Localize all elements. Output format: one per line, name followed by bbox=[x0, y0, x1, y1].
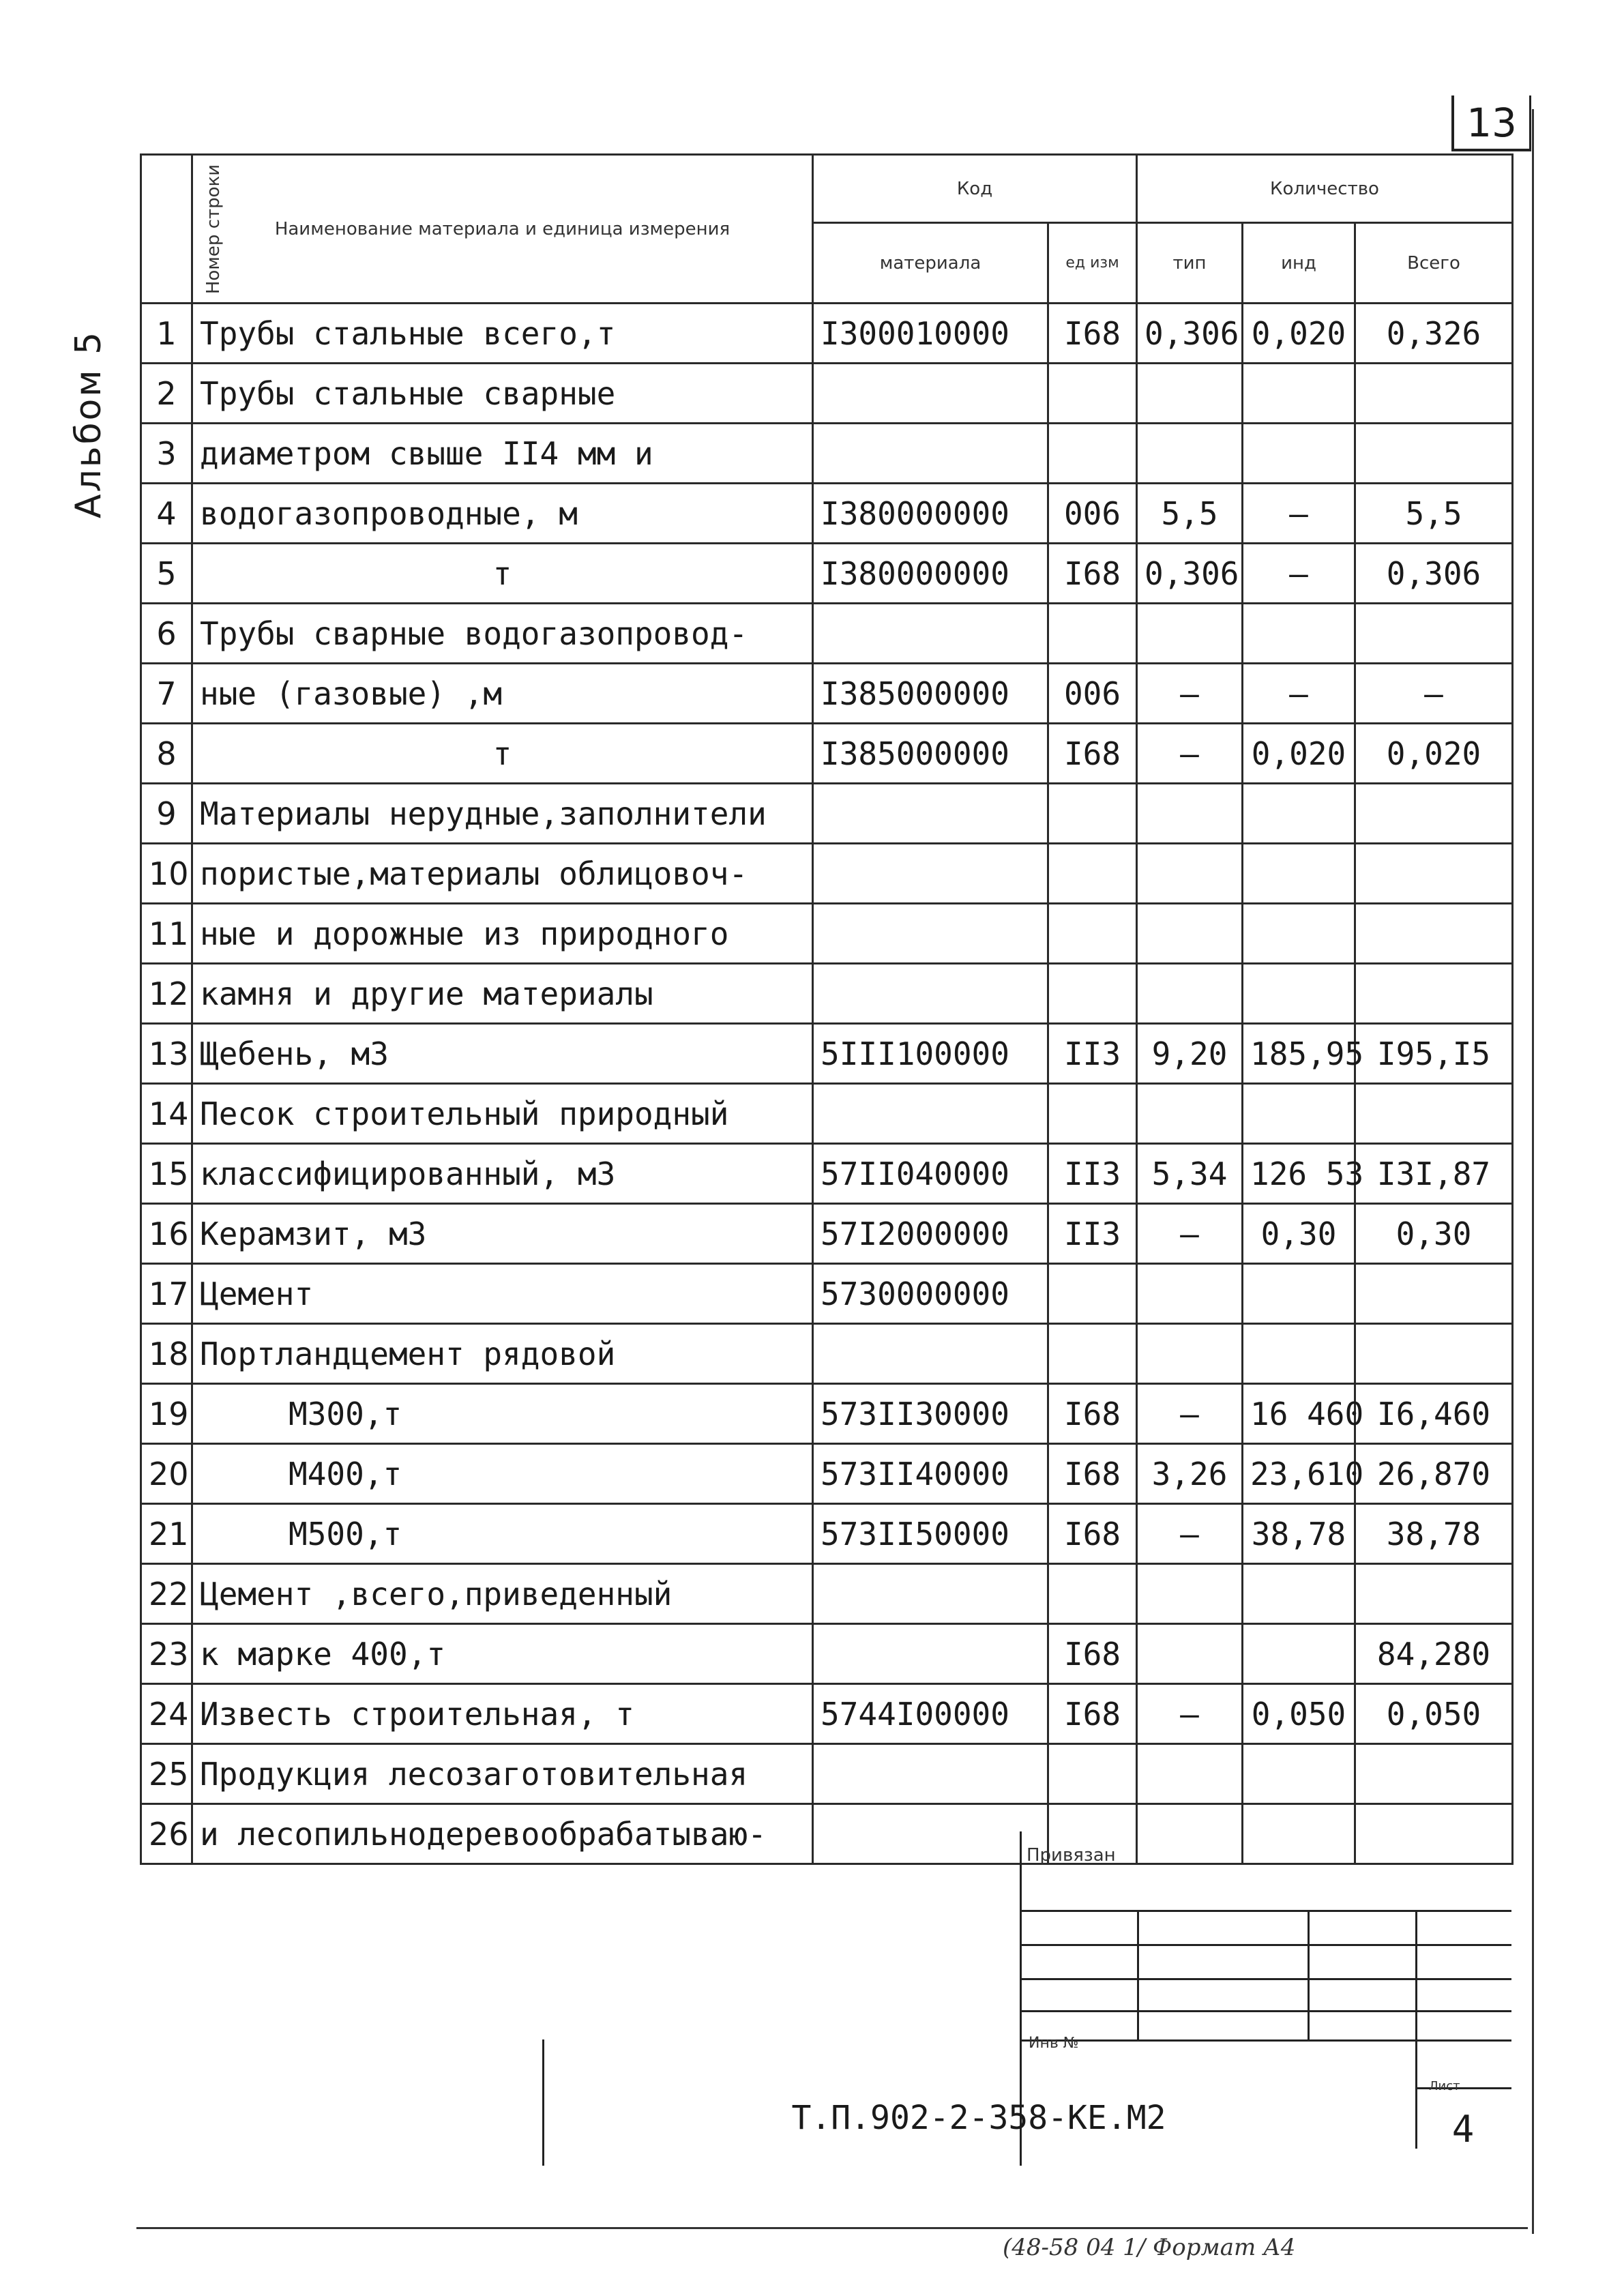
qty-ind bbox=[1243, 1744, 1355, 1804]
material-code bbox=[813, 1564, 1048, 1624]
table-row bbox=[141, 1144, 1513, 1204]
qty-ind: 0,020 bbox=[1243, 724, 1355, 784]
row-number: 14 bbox=[141, 1084, 192, 1144]
material-code bbox=[813, 1624, 1048, 1684]
material-name: Продукция лесозаготовительная bbox=[192, 1744, 813, 1804]
table-row bbox=[141, 604, 1513, 664]
table-row bbox=[141, 664, 1513, 724]
header-code-unit: ед изм bbox=[1048, 223, 1137, 304]
material-code: 57II040000 bbox=[813, 1144, 1048, 1204]
material-name: Цемент ,всего,приведенный bbox=[192, 1564, 813, 1624]
document-code: Т.П.902-2-358-КЕ.М2 bbox=[791, 2099, 1166, 2137]
qty-ind bbox=[1243, 904, 1355, 964]
materials-table bbox=[140, 153, 1514, 1865]
table-row bbox=[141, 1024, 1513, 1084]
row-number: 17 bbox=[141, 1264, 192, 1324]
material-code bbox=[813, 1084, 1048, 1144]
qty-total: I3I,87 bbox=[1355, 1144, 1513, 1204]
material-name: ные (газовые) ,м bbox=[192, 664, 813, 724]
table-row bbox=[141, 1624, 1513, 1684]
material-code: 57I2000000 bbox=[813, 1204, 1048, 1264]
row-number: 25 bbox=[141, 1744, 192, 1804]
unit-code: 006 bbox=[1048, 664, 1137, 724]
header-qty-tip: тип bbox=[1137, 223, 1243, 304]
material-name: Трубы сварные водогазопровод- bbox=[192, 604, 813, 664]
material-code bbox=[813, 1324, 1048, 1384]
table-row bbox=[141, 844, 1513, 904]
inv-no-label: Инв № bbox=[1029, 2035, 1079, 2052]
qty-total: 0,326 bbox=[1355, 304, 1513, 364]
qty-total: – bbox=[1355, 664, 1513, 724]
qty-ind: 0,30 bbox=[1243, 1204, 1355, 1264]
qty-ind: – bbox=[1243, 484, 1355, 544]
qty-ind: – bbox=[1243, 664, 1355, 724]
row-number: 1 bbox=[141, 304, 192, 364]
unit-code: I68 bbox=[1048, 1384, 1137, 1444]
material-name: ные и дорожные из природного bbox=[192, 904, 813, 964]
qty-total bbox=[1355, 964, 1513, 1024]
qty-total: 5,5 bbox=[1355, 484, 1513, 544]
qty-total bbox=[1355, 1564, 1513, 1624]
qty-ind bbox=[1243, 1324, 1355, 1384]
row-number: 22 bbox=[141, 1564, 192, 1624]
qty-total bbox=[1355, 784, 1513, 844]
material-code: 573II30000 bbox=[813, 1384, 1048, 1444]
material-name: и лесопильнодеревообрабатываю- bbox=[192, 1804, 813, 1864]
row-number: 13 bbox=[141, 1024, 192, 1084]
qty-ind: 126 53 bbox=[1243, 1144, 1355, 1204]
row-number: 6 bbox=[141, 604, 192, 664]
material-name: М400,т bbox=[192, 1444, 813, 1504]
qty-tip bbox=[1137, 364, 1243, 424]
qty-total: I6,460 bbox=[1355, 1384, 1513, 1444]
list-number: 4 bbox=[1451, 2108, 1475, 2151]
qty-ind: 23,610 bbox=[1243, 1444, 1355, 1504]
qty-ind: 185,95 bbox=[1243, 1024, 1355, 1084]
material-name: Щебень, м3 bbox=[192, 1024, 813, 1084]
qty-tip bbox=[1137, 1264, 1243, 1324]
material-code: 573II50000 bbox=[813, 1504, 1048, 1564]
table-row bbox=[141, 964, 1513, 1024]
list-label: Лист bbox=[1429, 2079, 1460, 2093]
qty-tip bbox=[1137, 604, 1243, 664]
row-number: 24 bbox=[141, 1684, 192, 1744]
qty-ind bbox=[1243, 1624, 1355, 1684]
material-name: классифицированный, м3 bbox=[192, 1144, 813, 1204]
table-row bbox=[141, 424, 1513, 484]
row-number: 23 bbox=[141, 1624, 192, 1684]
unit-code: 006 bbox=[1048, 484, 1137, 544]
material-code: I385000000 bbox=[813, 724, 1048, 784]
table-row bbox=[141, 484, 1513, 544]
table-row bbox=[141, 544, 1513, 604]
unit-code: I68 bbox=[1048, 1444, 1137, 1504]
unit-code bbox=[1048, 1564, 1137, 1624]
header-code-group: Код bbox=[813, 155, 1137, 223]
qty-tip: – bbox=[1137, 1204, 1243, 1264]
unit-code bbox=[1048, 604, 1137, 664]
material-name: Трубы стальные сварные bbox=[192, 364, 813, 424]
row-number: 7 bbox=[141, 664, 192, 724]
table-row bbox=[141, 1564, 1513, 1624]
material-name: камня и другие материалы bbox=[192, 964, 813, 1024]
qty-ind bbox=[1243, 964, 1355, 1024]
material-code bbox=[813, 604, 1048, 664]
qty-total: 38,78 bbox=[1355, 1504, 1513, 1564]
qty-ind bbox=[1243, 1564, 1355, 1624]
row-number: 8 bbox=[141, 724, 192, 784]
qty-total bbox=[1355, 424, 1513, 484]
row-number: 21 bbox=[141, 1504, 192, 1564]
unit-code bbox=[1048, 424, 1137, 484]
qty-ind: – bbox=[1243, 544, 1355, 604]
qty-ind bbox=[1243, 1084, 1355, 1144]
qty-ind bbox=[1243, 784, 1355, 844]
unit-code: II3 bbox=[1048, 1024, 1137, 1084]
material-name: Портландцемент рядовой bbox=[192, 1324, 813, 1384]
material-code bbox=[813, 964, 1048, 1024]
material-name: водогазопроводные, м bbox=[192, 484, 813, 544]
table-row bbox=[141, 1684, 1513, 1744]
row-number: 9 bbox=[141, 784, 192, 844]
table-row bbox=[141, 724, 1513, 784]
qty-total: 0,30 bbox=[1355, 1204, 1513, 1264]
material-code: 5III100000 bbox=[813, 1024, 1048, 1084]
qty-total bbox=[1355, 1084, 1513, 1144]
unit-code: I68 bbox=[1048, 304, 1137, 364]
qty-total: 0,306 bbox=[1355, 544, 1513, 604]
material-code bbox=[813, 904, 1048, 964]
unit-code bbox=[1048, 1084, 1137, 1144]
qty-total bbox=[1355, 364, 1513, 424]
right-edge-line bbox=[1532, 109, 1534, 2234]
qty-tip: 5,34 bbox=[1137, 1144, 1243, 1204]
table-row bbox=[141, 1264, 1513, 1324]
qty-total bbox=[1355, 844, 1513, 904]
qty-tip: 3,26 bbox=[1137, 1444, 1243, 1504]
material-name: пористые,материалы облицовоч- bbox=[192, 844, 813, 904]
table-body bbox=[141, 304, 1513, 1864]
header-qty-ind: инд bbox=[1243, 223, 1355, 304]
material-code: 5744I00000 bbox=[813, 1684, 1048, 1744]
qty-total: 0,050 bbox=[1355, 1684, 1513, 1744]
row-number: 11 bbox=[141, 904, 192, 964]
material-code bbox=[813, 424, 1048, 484]
qty-tip bbox=[1137, 904, 1243, 964]
table-row bbox=[141, 784, 1513, 844]
qty-tip bbox=[1137, 784, 1243, 844]
qty-tip bbox=[1137, 844, 1243, 904]
qty-total: 26,870 bbox=[1355, 1444, 1513, 1504]
qty-tip bbox=[1137, 424, 1243, 484]
row-number: 2 bbox=[141, 364, 192, 424]
row-number: 16 bbox=[141, 1204, 192, 1264]
qty-total bbox=[1355, 604, 1513, 664]
material-name: к марке 400,т bbox=[192, 1624, 813, 1684]
header-row-no: Номер строки bbox=[141, 155, 192, 304]
table-row bbox=[141, 1504, 1513, 1564]
material-code bbox=[813, 844, 1048, 904]
row-number: 15 bbox=[141, 1144, 192, 1204]
qty-tip bbox=[1137, 1624, 1243, 1684]
bottom-rule bbox=[136, 2227, 1528, 2229]
material-name: М300,т bbox=[192, 1384, 813, 1444]
material-name: Песок строительный природный bbox=[192, 1084, 813, 1144]
qty-tip: – bbox=[1137, 724, 1243, 784]
material-name: Известь строительная, т bbox=[192, 1684, 813, 1744]
header-name: Наименование материала и единица измерения bbox=[192, 155, 813, 304]
qty-ind: 0,020 bbox=[1243, 304, 1355, 364]
material-name: т bbox=[192, 544, 813, 604]
material-name: т bbox=[192, 724, 813, 784]
row-number: 18 bbox=[141, 1324, 192, 1384]
album-label: Альбом 5 bbox=[68, 329, 109, 518]
qty-ind: 38,78 bbox=[1243, 1504, 1355, 1564]
qty-tip bbox=[1137, 1324, 1243, 1384]
material-code: 5730000000 bbox=[813, 1264, 1048, 1324]
material-name: Цемент bbox=[192, 1264, 813, 1324]
qty-ind bbox=[1243, 1264, 1355, 1324]
row-number: 10 bbox=[141, 844, 192, 904]
material-name: диаметром свыше II4 мм и bbox=[192, 424, 813, 484]
header-qty-group: Количество bbox=[1137, 155, 1513, 223]
table-row bbox=[141, 1444, 1513, 1504]
qty-tip: – bbox=[1137, 1684, 1243, 1744]
row-number: 26 bbox=[141, 1804, 192, 1864]
unit-code: I68 bbox=[1048, 1624, 1137, 1684]
qty-ind bbox=[1243, 364, 1355, 424]
table-row bbox=[141, 364, 1513, 424]
qty-tip: 5,5 bbox=[1137, 484, 1243, 544]
unit-code bbox=[1048, 844, 1137, 904]
qty-tip: 0,306 bbox=[1137, 544, 1243, 604]
material-code: I385000000 bbox=[813, 664, 1048, 724]
unit-code: I68 bbox=[1048, 1504, 1137, 1564]
material-name: Керамзит, м3 bbox=[192, 1204, 813, 1264]
qty-total bbox=[1355, 1324, 1513, 1384]
qty-total bbox=[1355, 904, 1513, 964]
table-row bbox=[141, 1324, 1513, 1384]
row-number: 3 bbox=[141, 424, 192, 484]
qty-ind bbox=[1243, 424, 1355, 484]
material-code: I380000000 bbox=[813, 484, 1048, 544]
qty-ind: 16 460 bbox=[1243, 1384, 1355, 1444]
unit-code bbox=[1048, 904, 1137, 964]
qty-tip: – bbox=[1137, 1384, 1243, 1444]
table-row bbox=[141, 304, 1513, 364]
unit-code: I68 bbox=[1048, 1684, 1137, 1744]
material-code: 573II40000 bbox=[813, 1444, 1048, 1504]
unit-code bbox=[1048, 784, 1137, 844]
qty-total bbox=[1355, 1264, 1513, 1324]
row-number: 20 bbox=[141, 1444, 192, 1504]
qty-total bbox=[1355, 1744, 1513, 1804]
qty-ind: 0,050 bbox=[1243, 1684, 1355, 1744]
table-row bbox=[141, 904, 1513, 964]
material-code bbox=[813, 784, 1048, 844]
qty-total: 84,280 bbox=[1355, 1624, 1513, 1684]
qty-tip: 9,20 bbox=[1137, 1024, 1243, 1084]
material-code bbox=[813, 1744, 1048, 1804]
qty-ind bbox=[1243, 844, 1355, 904]
unit-code: II3 bbox=[1048, 1204, 1137, 1264]
row-number: 19 bbox=[141, 1384, 192, 1444]
qty-ind bbox=[1243, 604, 1355, 664]
qty-total: I95,I5 bbox=[1355, 1024, 1513, 1084]
unit-code: II3 bbox=[1048, 1144, 1137, 1204]
qty-tip bbox=[1137, 1744, 1243, 1804]
sheet-number: 13 bbox=[1451, 95, 1531, 151]
qty-tip: 0,306 bbox=[1137, 304, 1243, 364]
material-code: I380000000 bbox=[813, 544, 1048, 604]
privyazan-label: Привязан bbox=[1027, 1845, 1116, 1866]
qty-total: 0,020 bbox=[1355, 724, 1513, 784]
unit-code: I68 bbox=[1048, 544, 1137, 604]
table-row bbox=[141, 1744, 1513, 1804]
row-number: 5 bbox=[141, 544, 192, 604]
unit-code bbox=[1048, 1744, 1137, 1804]
material-code bbox=[813, 364, 1048, 424]
unit-code bbox=[1048, 1264, 1137, 1324]
table-row bbox=[141, 1204, 1513, 1264]
table-row bbox=[141, 1384, 1513, 1444]
header-code-material: материала bbox=[813, 223, 1048, 304]
qty-tip bbox=[1137, 1084, 1243, 1144]
qty-tip bbox=[1137, 1564, 1243, 1624]
unit-code: I68 bbox=[1048, 724, 1137, 784]
row-number: 4 bbox=[141, 484, 192, 544]
bottom-note: (48-58 04 1/ Формат А4 bbox=[1003, 2234, 1296, 2261]
table-row bbox=[141, 1084, 1513, 1144]
header-qty-total: Всего bbox=[1355, 223, 1513, 304]
qty-tip: – bbox=[1137, 1504, 1243, 1564]
unit-code bbox=[1048, 964, 1137, 1024]
row-number: 12 bbox=[141, 964, 192, 1024]
qty-tip bbox=[1137, 964, 1243, 1024]
unit-code bbox=[1048, 364, 1137, 424]
qty-tip: – bbox=[1137, 664, 1243, 724]
material-name: Материалы нерудные,заполнители bbox=[192, 784, 813, 844]
material-code: I300010000 bbox=[813, 304, 1048, 364]
unit-code bbox=[1048, 1324, 1137, 1384]
material-name: Трубы стальные всего,т bbox=[192, 304, 813, 364]
material-name: М500,т bbox=[192, 1504, 813, 1564]
